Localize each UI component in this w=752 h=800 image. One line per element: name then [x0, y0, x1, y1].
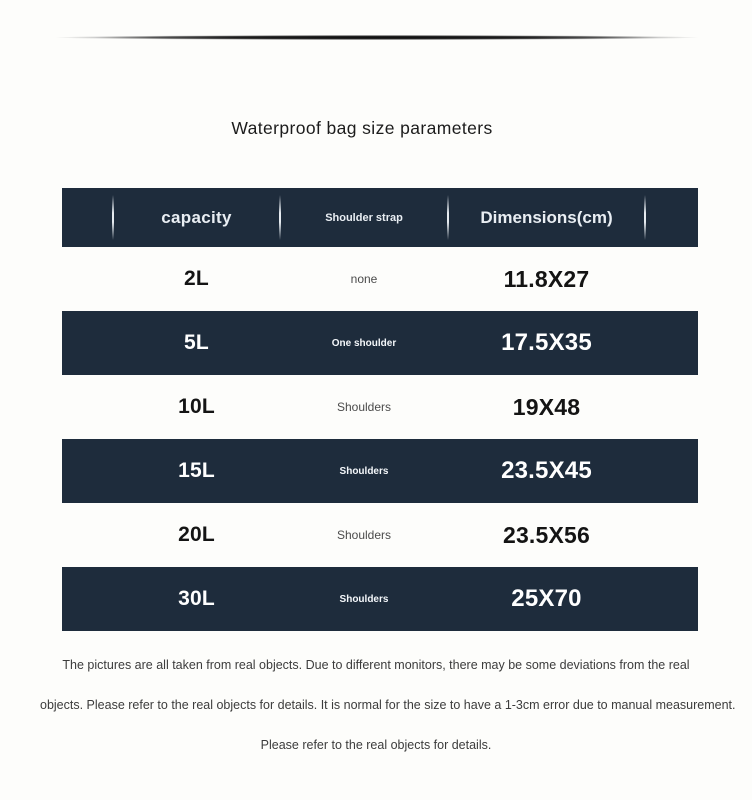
- page-title: Waterproof bag size parameters: [231, 118, 493, 138]
- header-divider: [644, 195, 646, 240]
- cell-capacity: 10L: [178, 395, 215, 418]
- cell-dimensions: 11.8X27: [503, 265, 590, 292]
- footer-note-line: The pictures are all taken from real objects. Due to different monitors, there may be some deviations from the real: [62, 658, 690, 672]
- table-row: [62, 247, 698, 311]
- cell-shoulder-strap: Shoulders: [336, 400, 392, 414]
- cell-capacity: 2L: [184, 267, 209, 290]
- table-header-row: [62, 188, 698, 247]
- header-shoulder-strap: Shoulder strap: [325, 211, 403, 224]
- cell-capacity: 30L: [178, 587, 215, 610]
- footer-note-line: objects. Please refer to the real objects for details. It is normal for the size to have a 1-3cm error due to manual measurement.: [40, 698, 736, 712]
- header-capacity: capacity: [161, 207, 232, 227]
- cell-capacity: 20L: [178, 523, 215, 546]
- footer-notes: [40, 658, 736, 778]
- cell-dimensions: 17.5X35: [501, 329, 592, 356]
- top-divider-line: [54, 35, 700, 40]
- size-parameters-table: [62, 188, 698, 631]
- cell-dimensions: 25X70: [511, 585, 582, 612]
- header-divider: [447, 195, 449, 240]
- cell-dimensions: 23.5X56: [502, 521, 591, 548]
- header-divider: [112, 195, 114, 240]
- cell-capacity: 5L: [184, 331, 209, 354]
- table-row: [62, 567, 698, 631]
- table-row: [62, 503, 698, 567]
- cell-shoulder-strap: none: [350, 272, 378, 286]
- cell-shoulder-strap: Shoulders: [339, 465, 389, 477]
- cell-dimensions: 19X48: [512, 393, 581, 420]
- cell-shoulder-strap: One shoulder: [331, 337, 397, 349]
- footer-note-line: Please refer to the real objects for details.: [260, 738, 492, 752]
- table-row: [62, 311, 698, 375]
- table-row: [62, 375, 698, 439]
- cell-shoulder-strap: Shoulders: [339, 593, 389, 605]
- cell-shoulder-strap: Shoulders: [336, 528, 392, 542]
- table-row: [62, 439, 698, 503]
- header-dimensions: Dimensions(cm): [480, 207, 613, 227]
- table-body: [62, 247, 698, 631]
- header-divider: [279, 195, 281, 240]
- cell-dimensions: 23.5X45: [501, 457, 592, 484]
- cell-capacity: 15L: [178, 459, 215, 482]
